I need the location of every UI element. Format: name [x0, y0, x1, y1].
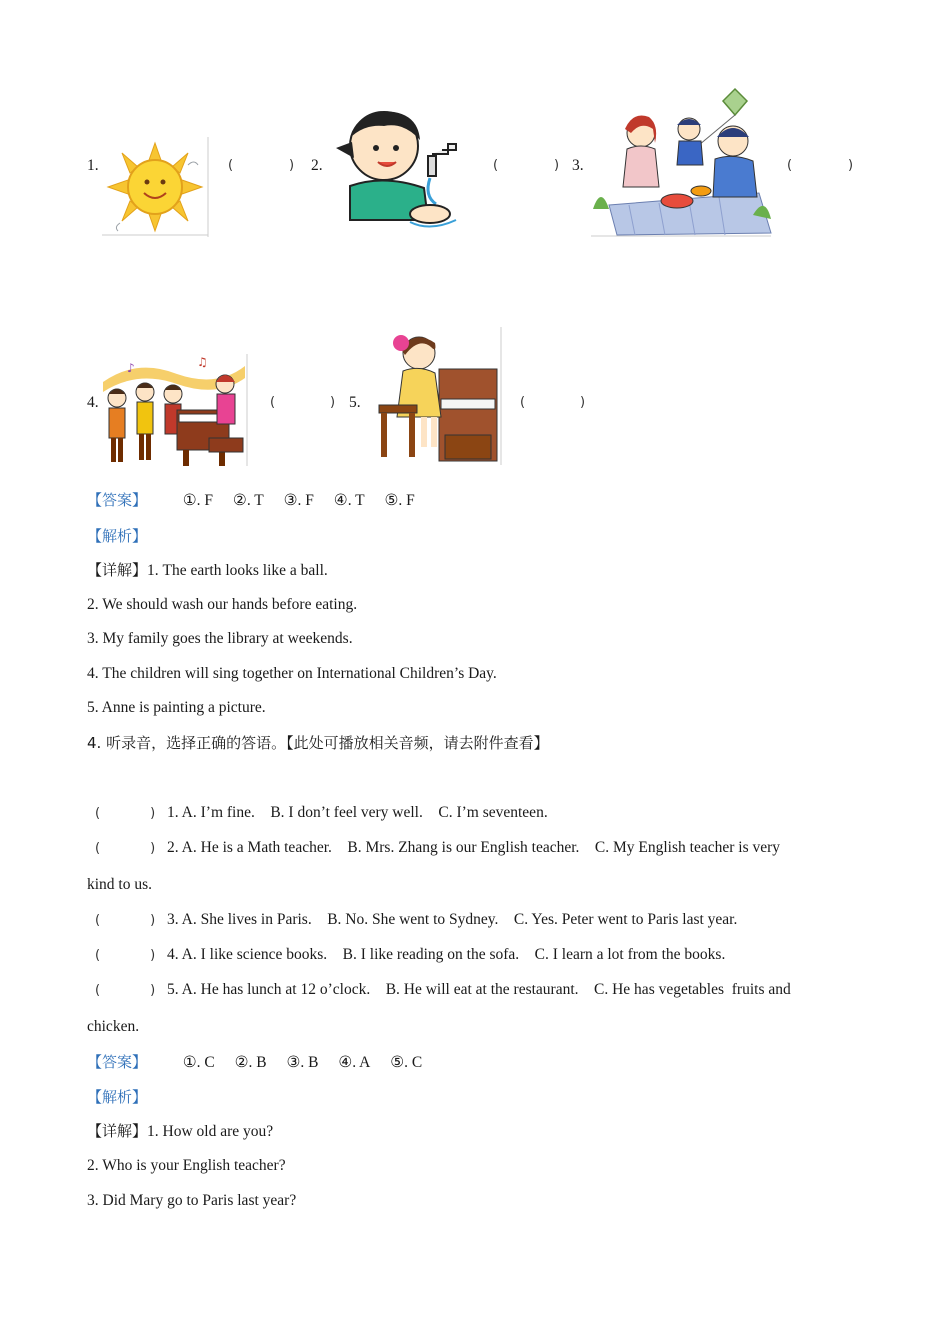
item-number: 3. — [572, 157, 584, 174]
answer-item: ④. A — [338, 1054, 371, 1071]
answer-paren-open: ( — [228, 158, 234, 173]
question-row — [87, 980, 791, 1001]
answer-paren-close: ) — [554, 158, 560, 173]
analysis-label: 【解析】 — [87, 1088, 148, 1106]
question-text: 5. A. He has lunch at 12 o’clock. B. He will eat at the restaurant. C. He has vegetables fruits and — [167, 981, 791, 998]
children-singing-picture — [97, 352, 251, 468]
item-number: 2. — [311, 157, 323, 174]
family-picnic-picture — [589, 85, 773, 239]
svg-text:♫: ♫ — [197, 355, 208, 369]
question-row — [87, 910, 737, 931]
question-row — [87, 838, 780, 859]
detail-label: 【详解】 — [87, 561, 148, 579]
answer-item: ⑤. F — [384, 492, 415, 509]
answer-item: ③. F — [283, 492, 314, 509]
item-number: 1. — [87, 157, 99, 174]
section-instruction: 4. 听录音，选择正确的答语。【此处可播放相关音频，请去附件查看】 — [87, 734, 549, 752]
answer-item: ④. T — [333, 492, 365, 509]
answer-paren-close: ) — [150, 983, 156, 998]
sun-face — [128, 160, 182, 214]
answer-label: 【答案】 — [87, 491, 148, 509]
answer-paren-close: ) — [580, 395, 586, 410]
item-number: 4. — [87, 394, 99, 411]
detail-line: 2. We should wash our hands before eating. — [87, 596, 358, 613]
answer-item: ①. C — [182, 1054, 215, 1071]
detail-line: 2. Who is your English teacher? — [87, 1157, 286, 1174]
answer-label: 【答案】 — [87, 1053, 148, 1071]
question-text: 3. A. She lives in Paris. B. No. She went to Sydney. C. Yes. Peter went to Paris last year. — [167, 911, 738, 928]
answer-item: ③. B — [286, 1054, 319, 1071]
answer-paren-close: ) — [848, 158, 854, 173]
answer-paren-open: ( — [95, 806, 101, 821]
answer-paren-open: ( — [270, 395, 276, 410]
question-continuation: chicken. — [87, 1018, 140, 1035]
sun-picture — [100, 135, 212, 239]
answer-paren-open: ( — [787, 158, 793, 173]
analysis-label: 【解析】 — [87, 527, 148, 545]
question-row — [87, 803, 548, 824]
boy-washing-hands-picture — [332, 104, 464, 238]
answer-paren-open: ( — [520, 395, 526, 410]
detail-label: 【详解】 — [87, 1122, 148, 1140]
girl-piano-picture — [375, 325, 505, 467]
answer-row — [87, 490, 431, 511]
question-continuation: kind to us. — [87, 876, 153, 893]
answer-paren-open: ( — [95, 948, 101, 963]
answer-item: ①. F — [182, 492, 214, 509]
svg-text:♪: ♪ — [127, 361, 135, 375]
question-row — [87, 945, 725, 966]
answer-paren-open: ( — [95, 983, 101, 998]
question-text: 2. A. He is a Math teacher. B. Mrs. Zhang is our English teacher. C. My English teacher is very — [167, 839, 781, 856]
answer-paren-close: ) — [330, 395, 336, 410]
item-number: 5. — [349, 394, 361, 411]
detail-line: 4. The children will sing together on International Children’s Day. — [87, 665, 497, 682]
answer-paren-open: ( — [493, 158, 499, 173]
answer-paren-close: ) — [289, 158, 295, 173]
answer-row — [87, 1052, 438, 1073]
question-text: 4. A. I like science books. B. I like reading on the sofa. C. I learn a lot from the books. — [167, 946, 726, 963]
answer-paren-close: ) — [150, 913, 156, 928]
answer-paren-open: ( — [95, 913, 101, 928]
detail-text: 1. How old are you? — [147, 1123, 274, 1140]
question-text: 1. A. I’m fine. B. I don’t feel very well. C. I’m seventeen. — [167, 804, 548, 821]
answer-paren-close: ) — [150, 948, 156, 963]
answer-paren-close: ) — [150, 806, 156, 821]
detail-line: 3. My family goes the library at weekends. — [87, 630, 353, 647]
detail-line: 3. Did Mary go to Paris last year? — [87, 1192, 297, 1209]
detail-line — [87, 1121, 273, 1142]
detail-text: 1. The earth looks like a ball. — [147, 562, 328, 579]
answer-item: ②. B — [234, 1054, 267, 1071]
answer-item: ②. T — [232, 492, 264, 509]
answer-paren-open: ( — [95, 841, 101, 856]
detail-line: 5. Anne is painting a picture. — [87, 699, 266, 716]
detail-line — [87, 560, 328, 581]
answer-item: ⑤. C — [390, 1054, 423, 1071]
answer-paren-close: ) — [150, 841, 156, 856]
